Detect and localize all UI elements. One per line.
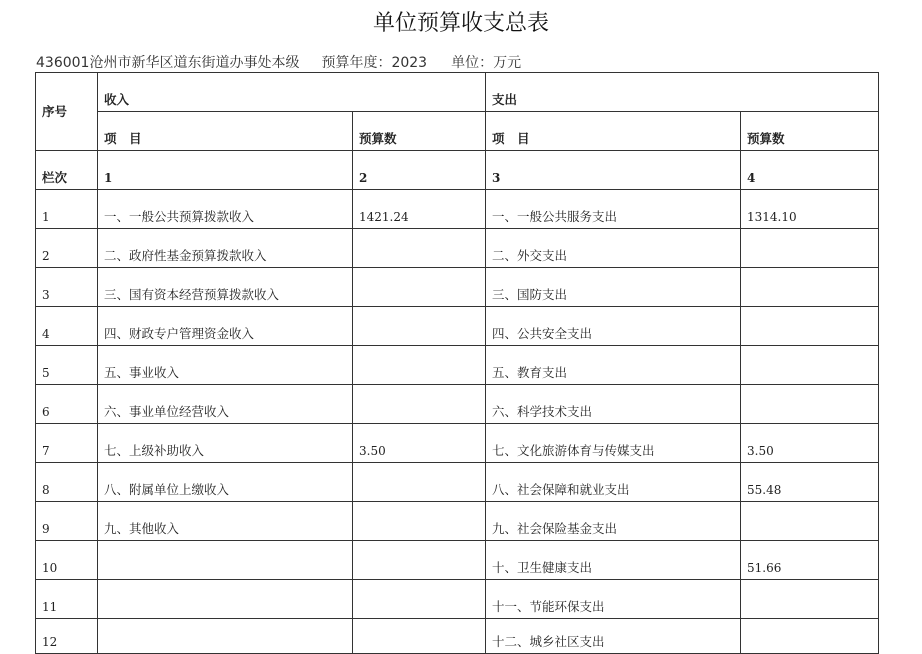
budget-year: 预算年度：2023 xyxy=(321,55,428,71)
expense-item: 一、一般公共服务支出 xyxy=(486,190,741,229)
expense-item-header: 项 目 xyxy=(486,112,741,151)
table-row xyxy=(36,268,879,307)
income-item: 一、一般公共预算拨款收入 xyxy=(98,190,353,229)
header-row-sections xyxy=(36,73,879,112)
income-item xyxy=(98,619,353,654)
income-item: 二、政府性基金预算拨款收入 xyxy=(98,229,353,268)
expense-amount xyxy=(741,346,879,385)
expense-amount: 51.66 xyxy=(741,541,879,580)
expense-header: 支出 xyxy=(486,73,879,112)
expense-item: 三、国防支出 xyxy=(486,268,741,307)
income-amount xyxy=(353,463,486,502)
income-item: 四、财政专户管理资金收入 xyxy=(98,307,353,346)
column-label: 栏次 xyxy=(36,151,98,190)
page-title: 单位预算收支总表 xyxy=(372,11,549,36)
income-item: 三、国有资本经营预算拨款收入 xyxy=(98,268,353,307)
income-amount xyxy=(353,502,486,541)
income-item: 七、上级补助收入 xyxy=(98,424,353,463)
expense-amount: 55.48 xyxy=(741,463,879,502)
table-row xyxy=(36,541,879,580)
income-amount xyxy=(353,307,486,346)
table-row xyxy=(36,463,879,502)
income-header: 收入 xyxy=(98,73,486,112)
column-number: 2 xyxy=(353,151,486,190)
income-amount xyxy=(353,580,486,619)
row-number: 11 xyxy=(36,580,98,619)
table-row xyxy=(36,229,879,268)
expense-item: 七、文化旅游体育与传媒支出 xyxy=(486,424,741,463)
expense-amount xyxy=(741,229,879,268)
expense-amount: 1314.10 xyxy=(741,190,879,229)
income-item: 八、附属单位上缴收入 xyxy=(98,463,353,502)
table-row xyxy=(36,619,879,654)
table-row xyxy=(36,424,879,463)
table-row xyxy=(36,580,879,619)
expense-amount-header: 预算数 xyxy=(741,112,879,151)
table-row xyxy=(36,190,879,229)
row-number: 7 xyxy=(36,424,98,463)
expense-amount xyxy=(741,385,879,424)
row-number: 12 xyxy=(36,619,98,654)
row-number: 8 xyxy=(36,463,98,502)
column-number-row xyxy=(36,151,879,190)
table-row xyxy=(36,307,879,346)
table-row xyxy=(36,385,879,424)
income-amount xyxy=(353,619,486,654)
column-number: 1 xyxy=(98,151,353,190)
income-amount xyxy=(353,229,486,268)
expense-amount xyxy=(741,307,879,346)
row-number: 3 xyxy=(36,268,98,307)
income-item: 五、事业收入 xyxy=(98,346,353,385)
income-amount xyxy=(353,385,486,424)
income-amount: 1421.24 xyxy=(353,190,486,229)
expense-item: 四、公共安全支出 xyxy=(486,307,741,346)
expense-item: 十、卫生健康支出 xyxy=(486,541,741,580)
expense-item: 五、教育支出 xyxy=(486,346,741,385)
income-item xyxy=(98,541,353,580)
table-row xyxy=(36,502,879,541)
column-number: 3 xyxy=(486,151,741,190)
expense-amount xyxy=(741,580,879,619)
expense-amount: 3.50 xyxy=(741,424,879,463)
expense-item: 十一、节能环保支出 xyxy=(486,580,741,619)
report-meta xyxy=(36,52,521,72)
unit-name: 436001沧州市新华区道东街道办事处本级 xyxy=(36,55,300,71)
income-item: 九、其他收入 xyxy=(98,502,353,541)
expense-item: 八、社会保障和就业支出 xyxy=(486,463,741,502)
income-amount-header: 预算数 xyxy=(353,112,486,151)
row-number: 1 xyxy=(36,190,98,229)
income-item xyxy=(98,580,353,619)
currency-unit: 单位：万元 xyxy=(451,55,522,71)
expense-item: 六、科学技术支出 xyxy=(486,385,741,424)
table-row xyxy=(36,346,879,385)
expense-amount xyxy=(741,502,879,541)
income-amount xyxy=(353,268,486,307)
expense-amount xyxy=(741,619,879,654)
income-item-header: 项 目 xyxy=(98,112,353,151)
row-number: 4 xyxy=(36,307,98,346)
expense-amount xyxy=(741,268,879,307)
expense-item: 二、外交支出 xyxy=(486,229,741,268)
income-item: 六、事业单位经营收入 xyxy=(98,385,353,424)
expense-item: 十二、城乡社区支出 xyxy=(486,619,741,654)
income-amount xyxy=(353,541,486,580)
income-amount: 3.50 xyxy=(353,424,486,463)
row-number: 2 xyxy=(36,229,98,268)
row-number: 5 xyxy=(36,346,98,385)
header-row-columns xyxy=(36,112,879,151)
row-number: 9 xyxy=(36,502,98,541)
row-number: 6 xyxy=(36,385,98,424)
expense-item: 九、社会保险基金支出 xyxy=(486,502,741,541)
income-amount xyxy=(353,346,486,385)
budget-summary-table xyxy=(35,72,879,654)
seq-header: 序号 xyxy=(36,73,98,151)
column-number: 4 xyxy=(741,151,879,190)
row-number: 10 xyxy=(36,541,98,580)
